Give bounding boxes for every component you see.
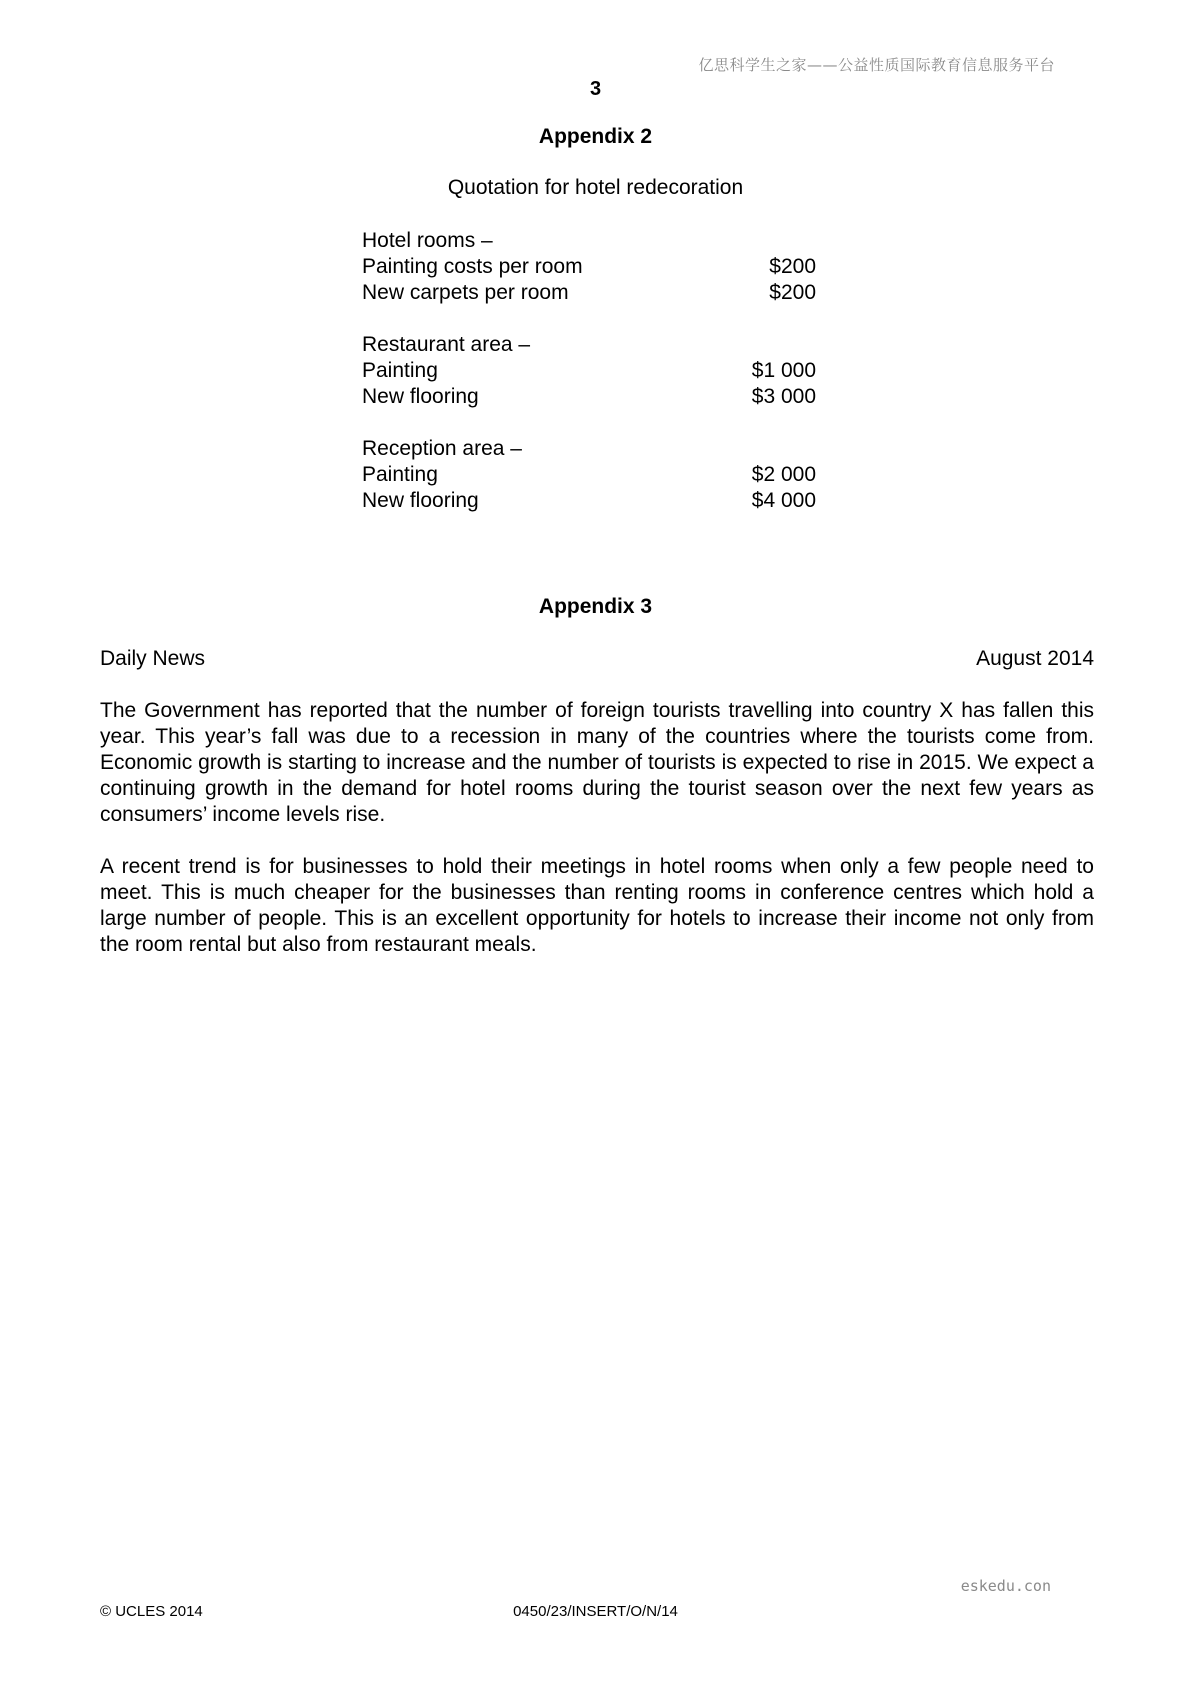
quote-group-hotel-rooms — [362, 228, 816, 306]
quote-heading-label: Restaurant area – — [362, 333, 531, 356]
quote-group-heading — [362, 332, 816, 358]
news-source: Daily News — [100, 647, 206, 670]
quote-item — [362, 384, 816, 410]
quotation-table — [362, 228, 816, 540]
news-date: August 2014 — [976, 647, 1094, 670]
quote-item — [362, 280, 816, 306]
quote-heading-label: Reception area – — [362, 437, 522, 460]
quote-group-heading — [362, 436, 816, 462]
footer-copyright: © UCLES 2014 — [100, 1603, 203, 1620]
footer-document-code: 0450/23/INSERT/O/N/14 — [513, 1603, 678, 1620]
appendix-2-title: Appendix 2 — [538, 125, 653, 148]
quotation-title: Quotation for hotel redecoration — [447, 176, 744, 199]
quote-item-label: Painting — [362, 463, 438, 486]
quote-item-price: $3 000 — [751, 385, 816, 408]
news-header — [100, 647, 1094, 671]
quote-item-price: $200 — [769, 255, 816, 278]
article-paragraph: The Government has reported that the number of foreign tourists travelling into country X has fallen this year. This year’s fall was due to a recession in many of the countries where the tourists come from. Economic growth is starting to increase and the number of tourists is expected to rise in 2015. We expect a continuing growth in the demand for hotel rooms during the tourist season over the next few years as consumers’ income levels rise. — [100, 699, 1094, 826]
quote-item-price: $4 000 — [751, 489, 816, 512]
quote-item-label: New flooring — [362, 489, 479, 512]
watermark-bottom: eskedu.con — [960, 1577, 1051, 1595]
quote-item — [362, 358, 816, 384]
quote-item-price: $2 000 — [751, 463, 816, 486]
page-number: 3 — [589, 78, 602, 100]
quote-group-heading — [362, 228, 816, 254]
quote-item-label: New carpets per room — [362, 281, 569, 304]
quote-item — [362, 488, 816, 514]
quote-item — [362, 254, 816, 280]
quote-item-label: Painting — [362, 359, 438, 382]
quote-heading-label: Hotel rooms – — [362, 229, 493, 252]
news-article — [100, 698, 1094, 984]
quote-item-price: $200 — [769, 281, 816, 304]
article-paragraph: A recent trend is for businesses to hold their meetings in hotel rooms when only a few people need to meet. This is much cheaper for the businesses than renting rooms in conference centres which hold a large number of people. This is an excellent opportunity for hotels to increase their income not only from the room rental but also from restaurant meals. — [100, 855, 1094, 956]
appendix-3-title: Appendix 3 — [538, 595, 653, 618]
quote-group-restaurant-area — [362, 332, 816, 410]
quote-group-reception-area — [362, 436, 816, 514]
quote-item — [362, 462, 816, 488]
quote-item-price: $1 000 — [751, 359, 816, 382]
quote-item-label: New flooring — [362, 385, 479, 408]
quote-item-label: Painting costs per room — [362, 255, 583, 278]
watermark-top: 亿思科学生之家——公益性质国际教育信息服务平台 — [698, 56, 1055, 74]
